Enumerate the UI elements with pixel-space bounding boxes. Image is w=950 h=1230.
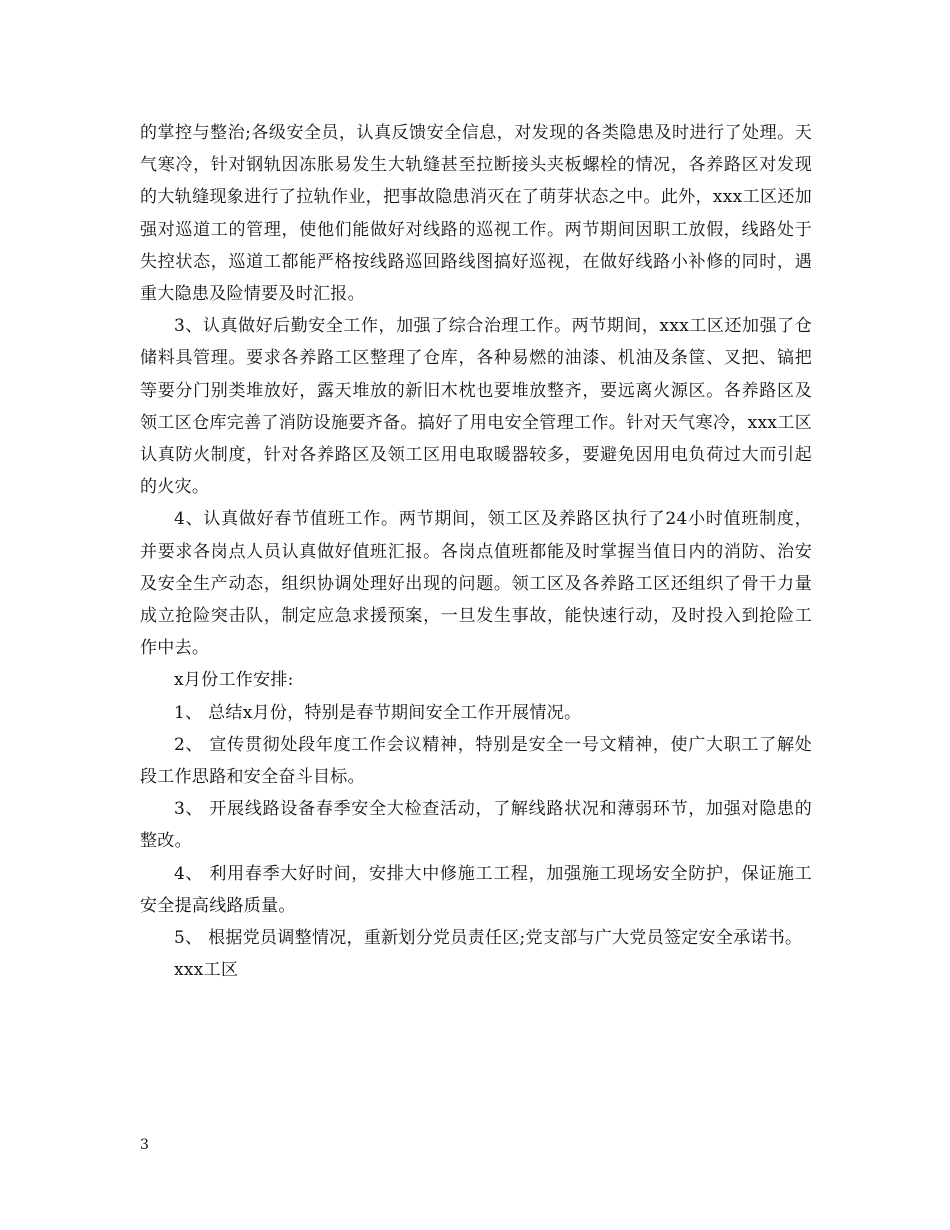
plan-item-3: 3、 开展线路设备春季安全大检查活动，了解线路状况和薄弱环节，加强对隐患的整改。 — [140, 799, 812, 852]
paragraph-item-3: 3、认真做好后勤安全工作，加强了综合治理工作。两节期间，xxx工区还加强了仓储料具管理。要求各养路工区整理了仓库，各种易燃的油漆、机油及条筐、叉把、镐把等要分门别类堆放好，露天堆放的新旧木枕也要堆放整齐，要远离火源区。各养路区及领工区仓库完善了消防设施要齐备。搞好了用电安全管理工作。针对天气寒冷，xxx工区认真防火制度，针对各养路区及领工区用电取暖器较多，要避免因用电负荷过大而引起的火灾。 — [140, 316, 812, 498]
plan-item-2: 2、 宣传贯彻处段年度工作会议精神，特别是安全一号文精神，使广大职工了解处段工作思路和安全奋斗目标。 — [140, 734, 812, 788]
plan-item-4: 4、 利用春季大好时间，安排大中修施工工程，加强施工现场安全防护，保证施工安全提高线路质量。 — [140, 863, 812, 916]
paragraph-continuation: 的掌控与整治;各级安全员，认真反馈安全信息，对发现的各类隐患及时进行了处理。天气寒冷，针对钢轨因冻胀易发生大轨缝甚至拉断接头夹板螺栓的情况，各养路区对发现的大轨缝现象进行了拉轨作业，把事故隐患消灭在了萌芽状态之中。此外，xxx工区还加强对巡道工的管理，使他们能做好对线路的巡视工作。两节期间因职工放假，线路处于失控状态，巡道工都能严格按线路巡回路线图搞好巡视，在做好线路小补修的同时，遇重大隐患及险情要及时汇报。 — [140, 123, 812, 305]
page-number: 3 — [140, 1137, 149, 1153]
signature-org: xxx工区 — [174, 960, 239, 981]
plan-item-5: 5、 根据党员调整情况，重新划分党员责任区;党支部与广大党员签定安全承诺书。 — [174, 928, 803, 949]
body-text — [140, 117, 812, 986]
paragraph-item-4: 4、认真做好春节值班工作。两节期间，领工区及养路区执行了24小时值班制度，并要求各岗点人员认真做好值班汇报。各岗点值班都能及时掌握当值日内的消防、治安及安全生产动态，组织协调处理好出现的问题。领工区及各养路工区还组织了骨干力量成立抢险突击队，制定应急求援预案，一旦发生事故，能快速行动，及时投入到抢险工作中去。 — [140, 509, 812, 659]
plan-item-1: 1、 总结x月份，特别是春节期间安全工作开展情况。 — [174, 702, 582, 723]
section-heading: x月份工作安排: — [174, 670, 294, 691]
